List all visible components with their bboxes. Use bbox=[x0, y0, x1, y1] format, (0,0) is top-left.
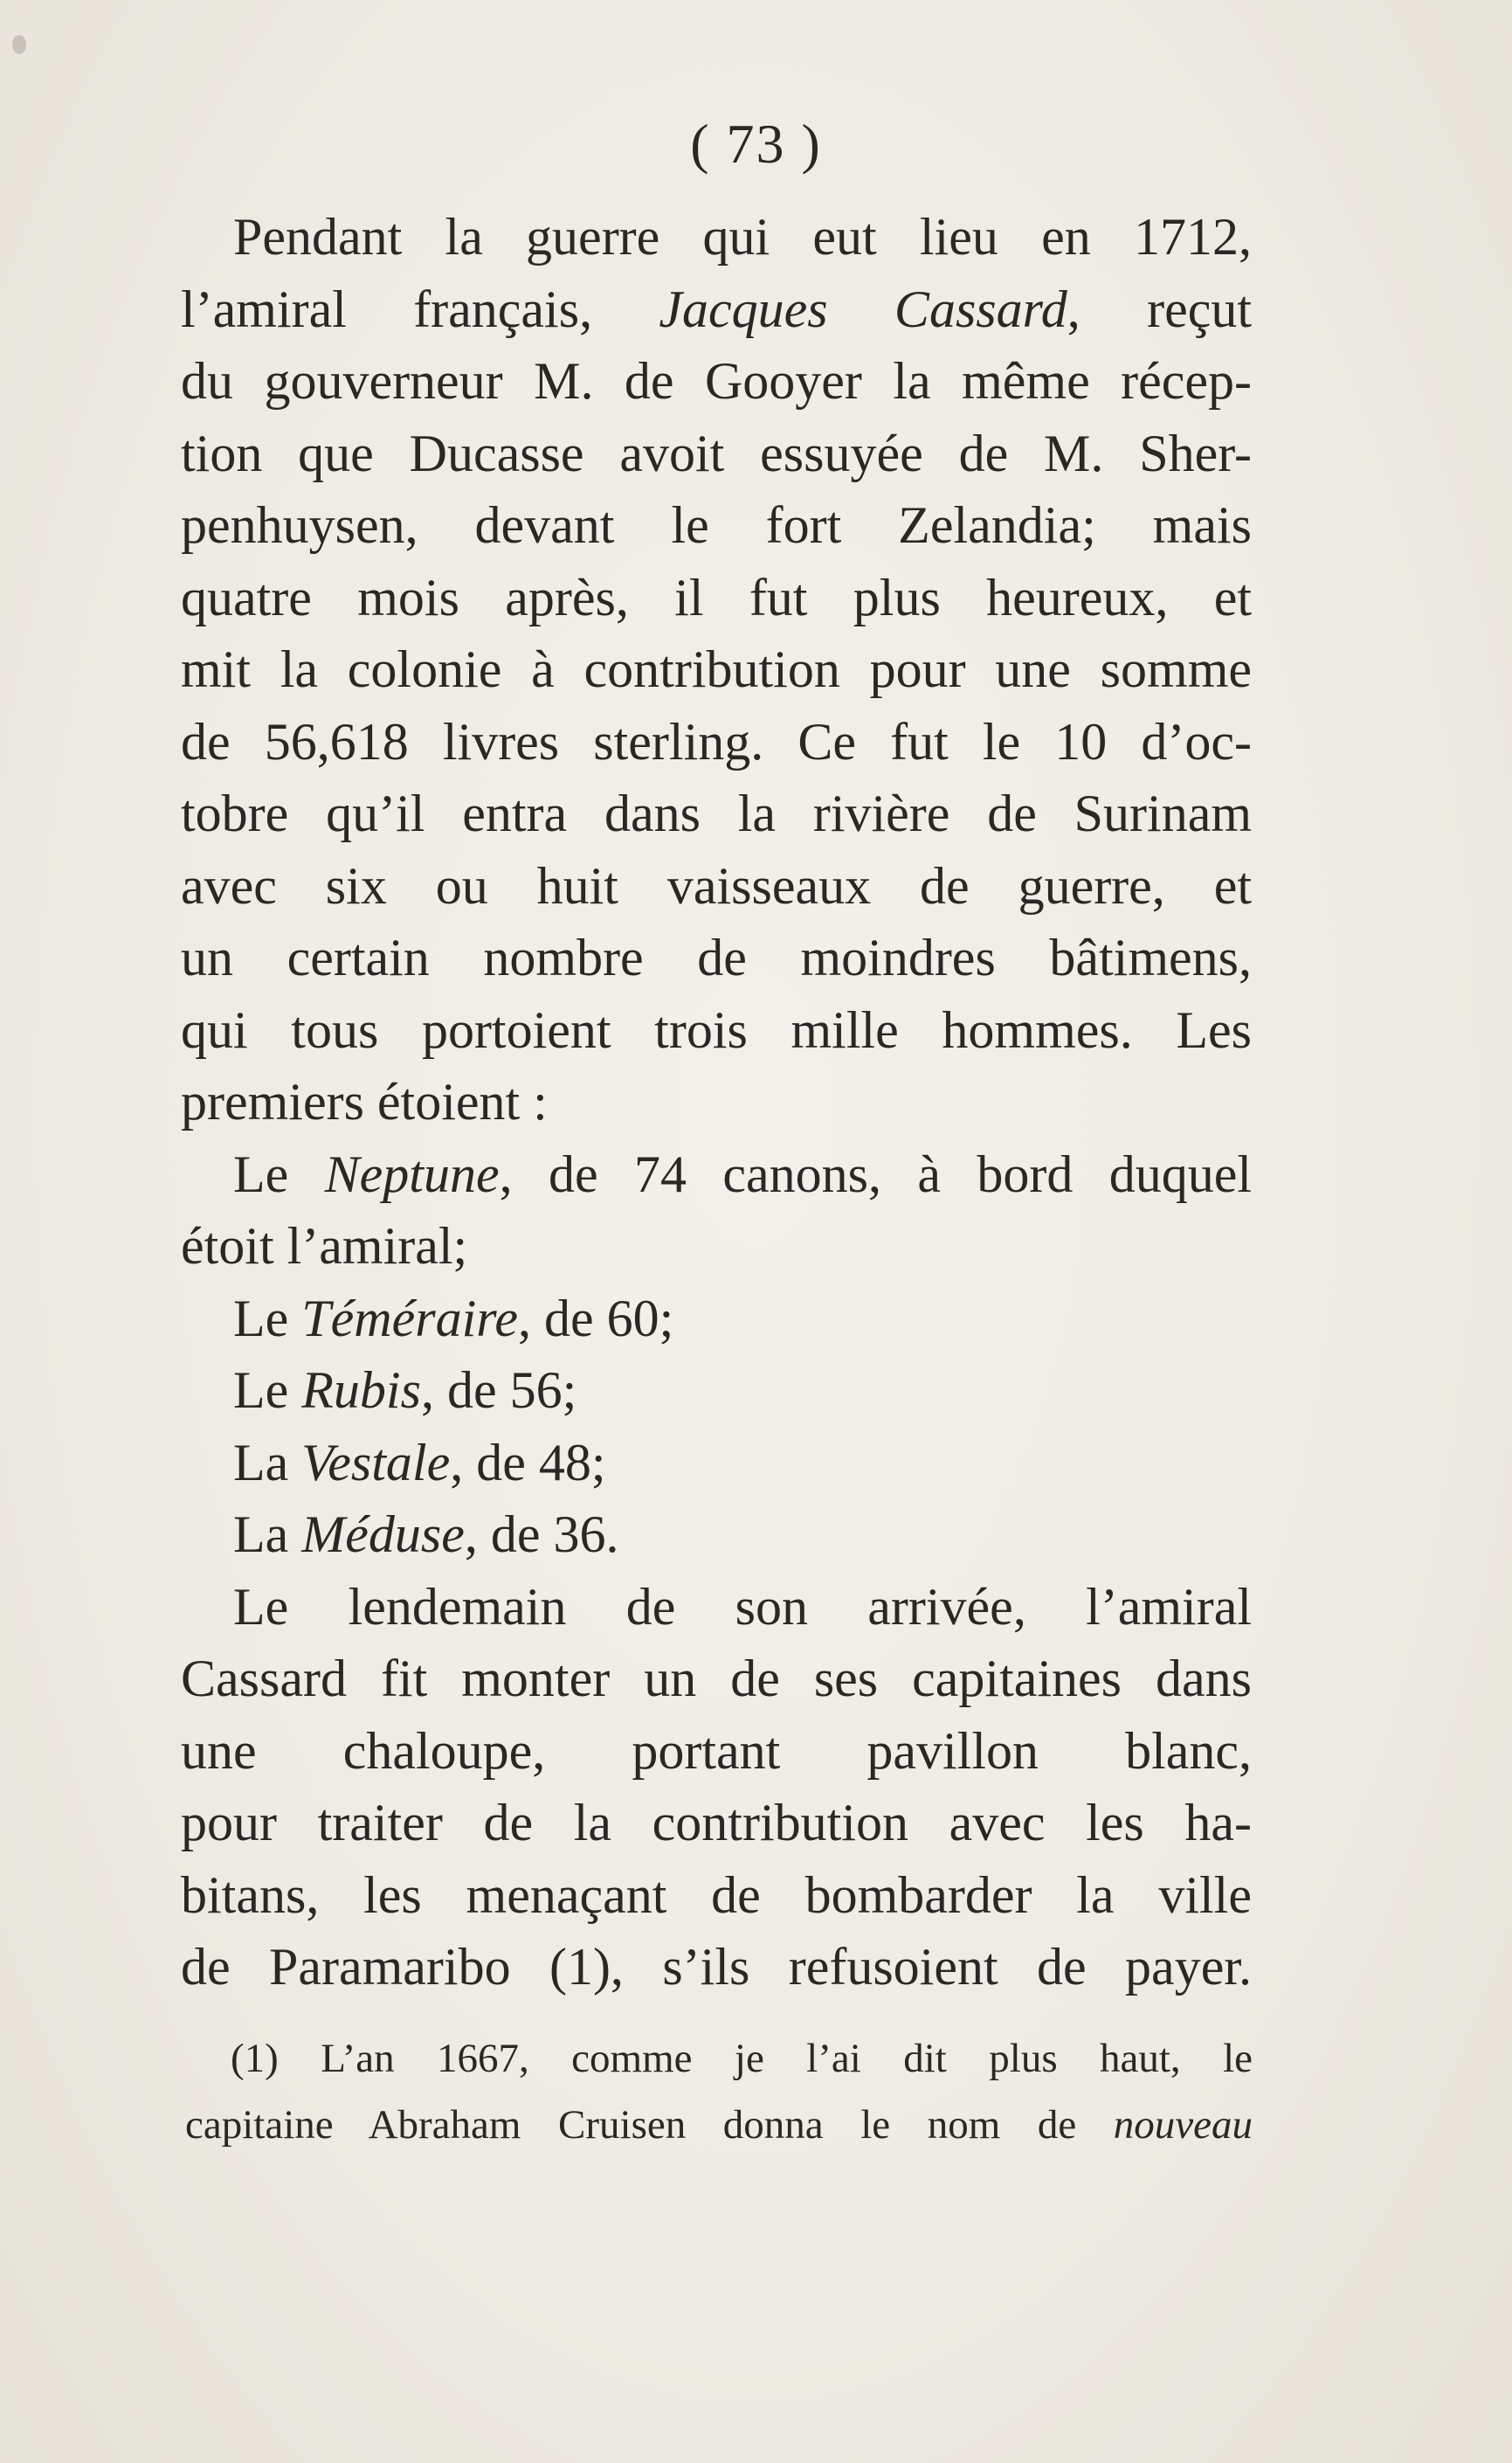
text-run: étoit l’amiral; bbox=[181, 1217, 468, 1275]
text-line bbox=[181, 1859, 1252, 1932]
text-line bbox=[181, 489, 1252, 562]
paper-blemish bbox=[12, 35, 26, 54]
text-run: qui tous portoient trois mille hommes. Les bbox=[181, 1000, 1252, 1059]
text-line bbox=[181, 562, 1252, 634]
text-line bbox=[181, 1715, 1252, 1788]
ship-list bbox=[181, 1283, 1252, 1571]
text-run: une chaloupe, portant pavillon blanc, bbox=[181, 1721, 1252, 1780]
text-run: , de 48; bbox=[450, 1433, 606, 1491]
text-line bbox=[181, 994, 1252, 1067]
text-run: , de 60; bbox=[518, 1289, 674, 1347]
text-run: du gouverneur M. de Gooyer la même récep- bbox=[181, 352, 1252, 410]
text-line bbox=[181, 1066, 1252, 1138]
ship-entry bbox=[181, 1427, 1252, 1499]
text-run: Cassard fit monter un de ses capitaines dans bbox=[181, 1650, 1252, 1707]
text-run: Le lendemain de son arrivée, l’amiral bbox=[233, 1577, 1252, 1636]
text-run: pour traiter de la contribution avec les ha- bbox=[181, 1794, 1252, 1851]
text-run: penhuysen, devant le fort Zelandia; mais bbox=[181, 496, 1252, 554]
paragraph-war-1712 bbox=[181, 201, 1252, 1138]
text-run: Le bbox=[233, 1145, 325, 1203]
text-line bbox=[181, 201, 1252, 273]
footnote-line bbox=[185, 2025, 1253, 2092]
text-run: quatre mois après, il fut plus heureux, et bbox=[181, 568, 1252, 626]
text-run: mit la colonie à contribution pour une somme bbox=[181, 640, 1252, 698]
ship-list-intro bbox=[181, 1138, 1252, 1283]
text-line bbox=[181, 345, 1252, 418]
text-line bbox=[181, 1787, 1252, 1859]
italic-run: Neptune bbox=[324, 1145, 500, 1203]
text-run: Le bbox=[233, 1361, 302, 1419]
text-run: La bbox=[233, 1433, 302, 1491]
text-run: , de 56; bbox=[420, 1361, 577, 1419]
page-number: ( 73 ) bbox=[690, 113, 822, 175]
text-run: Pendant la guerre qui eut lieu en 1712, bbox=[233, 208, 1252, 266]
italic-run: Téméraire bbox=[301, 1289, 519, 1347]
text-line bbox=[181, 633, 1252, 706]
text-run: , de 74 canons, à bord duquel bbox=[499, 1145, 1253, 1203]
italic-run: Jacques Cassard bbox=[659, 280, 1067, 338]
italic-run: Rubis bbox=[301, 1361, 421, 1419]
text-run: , reçut bbox=[1067, 280, 1252, 338]
text-run: tion que Ducasse avoit essuyée de M. Sher- bbox=[181, 424, 1252, 482]
text-line bbox=[181, 778, 1252, 850]
text-run: avec six ou huit vaisseaux de guerre, et bbox=[181, 856, 1252, 915]
ship-entry bbox=[181, 1498, 1252, 1571]
ship-entry bbox=[181, 1354, 1252, 1427]
text-run: Le bbox=[233, 1289, 302, 1347]
footnote bbox=[185, 2025, 1253, 2158]
text-run: de Paramaribo (1), s’ils refusoient de payer. bbox=[181, 1938, 1252, 1996]
text-run: l’amiral français, bbox=[181, 280, 659, 338]
text-line bbox=[181, 418, 1252, 490]
text-run: bitans, les menaçant de bombarder la ville bbox=[181, 1865, 1252, 1924]
body-text bbox=[181, 201, 1252, 2003]
text-line bbox=[181, 850, 1252, 923]
text-run: La bbox=[233, 1505, 302, 1563]
text-run: tobre qu’il entra dans la rivière de Surinam bbox=[181, 785, 1252, 842]
text-line bbox=[181, 1138, 1252, 1211]
text-run: un certain nombre de moindres bâtimens, bbox=[181, 929, 1252, 986]
italic-run: Vestale bbox=[301, 1433, 451, 1491]
footnote-line bbox=[185, 2092, 1253, 2158]
text-run: capitaine Abraham Cruisen donna le nom de bbox=[185, 2102, 1114, 2148]
text-run: (1) L’an 1667, comme je l’ai dit plus haut, le bbox=[231, 2036, 1253, 2081]
text-line bbox=[181, 1643, 1252, 1715]
italic-run: Méduse bbox=[301, 1505, 465, 1563]
text-run: premiers étoient : bbox=[181, 1073, 548, 1131]
text-line bbox=[181, 1571, 1252, 1643]
text-run: , de 36. bbox=[464, 1505, 619, 1563]
paragraph-next-day bbox=[181, 1571, 1252, 2003]
text-run: de 56,618 livres sterling. Ce fut le 10 d’oc- bbox=[181, 712, 1252, 771]
ship-entry bbox=[181, 1283, 1252, 1355]
text-line bbox=[181, 706, 1252, 778]
text-line bbox=[181, 922, 1252, 994]
text-line bbox=[181, 1931, 1252, 2003]
text-line bbox=[181, 1210, 1252, 1283]
text-line bbox=[181, 273, 1252, 346]
italic-run: nouveau bbox=[1113, 2102, 1253, 2148]
